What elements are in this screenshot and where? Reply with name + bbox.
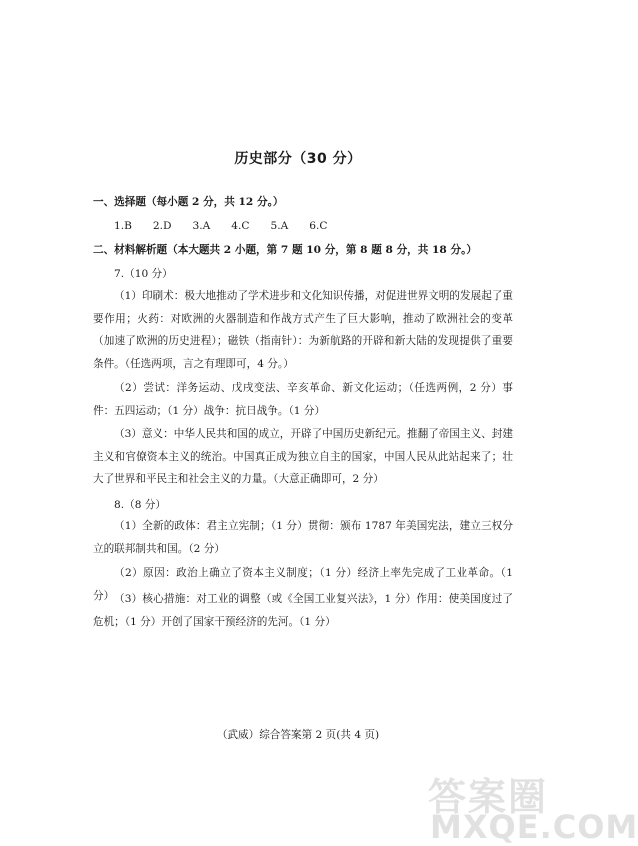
answer-2: 2.D [152,220,172,232]
section-1-heading: 一、选择题（每小题 2 分，共 12 分。） [93,196,284,208]
watermark-logo [420,768,638,846]
q8-part-2: （2）原因：政治上确立了资本主义制度；（1 分）经济上率先完成了工业革命。（1 分） [93,567,513,602]
section-2-heading: 二、材料解析题（本大题共 2 小题，第 7 题 10 分，第 8 题 8 分，共 18 分。） [93,244,477,256]
q8-part-1: （1）全新的政体：君主立宪制；（1 分）贯彻：颁布 1787 年美国宪法，建立三权分立的联邦制共和国。（2 分） [93,520,513,555]
question-7-label: 7.（10 分） [114,268,173,280]
page-footer: （武威）综合答案第 2 页(共 4 页) [216,729,380,741]
q7-part-2: （2）尝试：洋务运动、戊戌变法、辛亥革命、新文化运动；（任选两例，2 分）事件：五四运动；（1 分）战争：抗日战争。（1 分） [93,382,513,417]
watermark-en: MXQE.COM [430,808,638,846]
question-8-label: 8.（8 分） [114,499,166,511]
answer-1: 1.B [114,220,132,232]
answer-6: 6.C [309,220,328,232]
q8-part-3: （3）核心措施：对工业的调整（或《全国工业复兴法》，1 分）作用：使美国度过了危机；（1 分）开创了国家干预经济的先河。（1 分） [93,593,513,628]
q7-part-3: （3）意义：中华人民共和国的成立，开辟了中国历史新纪元。推翻了帝国主义、封建主义和官僚资本主义的统治。中国真正成为独立自主的国家，中国人民从此站起来了；壮大了世界和平民主和社会主义的力量。（大意正确即可，2 分） [93,428,513,486]
answer-3: 3.A [192,220,211,232]
page-title: 历史部分（30 分） [234,151,362,167]
answer-4: 4.C [231,220,250,232]
watermark-cn: 答案圈 [428,775,549,819]
choice-answers [114,220,348,232]
q7-part-1: （1）印刷术：极大地推动了学术进步和文化知识传播，对促进世界文明的发展起了重要作用；火药：对欧洲的火器制造和作战方式产生了巨大影响，推动了欧洲社会的变革（加速了欧洲的历史进程）；磁铁（指南针）：为新航路的开辟和新大陆的发现提供了重要条件。（任选两项，言之有理即可，4 分。） [93,290,513,370]
answer-5: 5.A [270,220,289,232]
